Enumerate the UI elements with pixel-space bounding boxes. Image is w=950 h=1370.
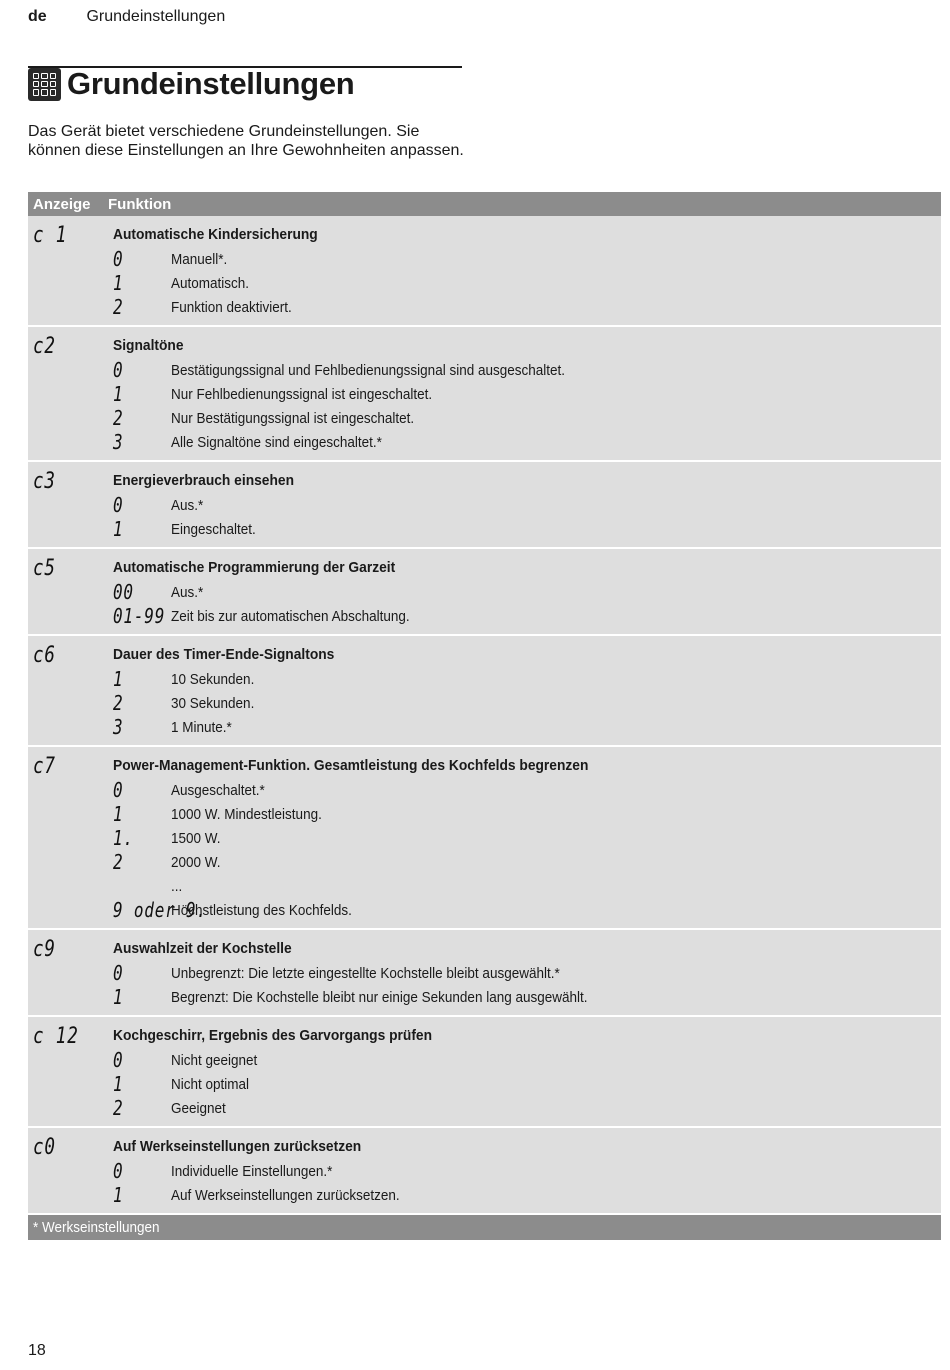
option-value: 0	[113, 961, 124, 985]
option-value: 1	[113, 382, 124, 406]
option-value: 00	[113, 580, 134, 604]
option-row	[113, 517, 941, 541]
option-text: Zeit bis zur automatischen Abschaltung.	[171, 607, 410, 625]
table-row	[28, 928, 941, 1015]
option-row	[113, 1072, 941, 1096]
function-title: Auswahlzeit der Kochstelle	[113, 940, 292, 957]
option-value-cell	[113, 272, 171, 294]
option-row	[113, 406, 941, 430]
display-code-cell	[28, 1017, 113, 1126]
option-text: 1500 W.	[171, 829, 221, 847]
running-header: Grundeinstellungen	[86, 8, 226, 25]
display-code: c5	[33, 556, 56, 581]
option-text: Eingeschaltet.	[171, 520, 256, 538]
option-text: Ausgeschaltet.*	[171, 781, 265, 799]
option-row	[113, 898, 941, 922]
option-text: Nicht geeignet	[171, 1051, 258, 1069]
table-footnote	[28, 1213, 941, 1240]
option-text: 30 Sekunden.	[171, 694, 255, 712]
option-value-cell	[113, 431, 171, 453]
function-title: Auf Werkseinstellungen zurücksetzen	[113, 1138, 362, 1155]
option-value-cell	[113, 248, 171, 270]
function-cell	[113, 1128, 941, 1213]
display-code-cell	[28, 636, 113, 745]
option-text: Nur Bestätigungssignal ist eingeschaltet.	[171, 409, 415, 427]
option-text: 2000 W.	[171, 853, 221, 871]
page-title: Grundeinstellungen	[67, 66, 355, 101]
intro-text: Das Gerät bietet verschiedene Grundeinstellungen. Sie können diese Einstellungen an Ihre Gewohnheiten anpassen.	[28, 123, 464, 159]
option-value: 1	[113, 1072, 124, 1096]
settings-table	[28, 192, 941, 1240]
option-text: Aus.*	[171, 583, 204, 601]
function-cell	[113, 462, 941, 547]
option-value-cell	[113, 1097, 171, 1119]
table-row	[28, 325, 941, 460]
option-value-cell	[113, 1049, 171, 1071]
option-value: 3	[113, 430, 124, 454]
option-value-cell	[113, 359, 171, 381]
option-text: 1 Minute.*	[171, 718, 232, 736]
option-row	[113, 493, 941, 517]
option-row	[113, 247, 941, 271]
option-text: Geeignet	[171, 1099, 226, 1117]
option-value-cell	[113, 1184, 171, 1206]
option-value-cell	[113, 692, 171, 714]
option-value: 1.	[113, 826, 134, 850]
option-value-cell	[113, 1073, 171, 1095]
option-text: Höchstleistung des Kochfelds.	[171, 901, 352, 919]
display-code: c 12	[33, 1024, 79, 1049]
table-body	[28, 216, 941, 1213]
option-value: 2	[113, 406, 124, 430]
option-value: 3	[113, 715, 124, 739]
table-row	[28, 745, 941, 928]
option-value: 1	[113, 271, 124, 295]
table-row	[28, 460, 941, 547]
display-code-cell	[28, 462, 113, 547]
column-header-function: Funktion	[108, 195, 172, 213]
function-title: Signaltöne	[113, 337, 184, 354]
option-row	[113, 580, 941, 604]
option-row	[113, 850, 941, 874]
option-row	[113, 985, 941, 1009]
option-value-cell	[113, 518, 171, 540]
function-cell	[113, 1017, 941, 1126]
function-cell	[113, 930, 941, 1015]
option-row	[113, 778, 941, 802]
option-value-cell	[113, 851, 171, 873]
option-text: Aus.*	[171, 496, 204, 514]
option-value-cell	[113, 494, 171, 516]
option-text: Individuelle Einstellungen.*	[171, 1162, 333, 1180]
display-code-cell	[28, 549, 113, 634]
column-header-display: Anzeige	[33, 195, 91, 213]
settings-grid-icon	[28, 68, 61, 101]
option-row	[113, 961, 941, 985]
table-row	[28, 634, 941, 745]
option-value-cell	[113, 383, 171, 405]
display-code-cell	[28, 747, 113, 928]
function-title: Kochgeschirr, Ergebnis des Garvorgangs prüfen	[113, 1027, 433, 1044]
option-text: Auf Werkseinstellungen zurücksetzen.	[171, 1186, 400, 1204]
option-row	[113, 1159, 941, 1183]
function-cell	[113, 636, 941, 745]
function-cell	[113, 747, 941, 928]
table-row	[28, 547, 941, 634]
option-text: ...	[171, 877, 183, 895]
option-row	[113, 358, 941, 382]
option-value-cell	[113, 962, 171, 984]
table-header	[28, 192, 941, 216]
table-row	[28, 1126, 941, 1213]
display-code: c6	[33, 643, 56, 668]
option-text: Unbegrenzt: Die letzte eingestellte Kochstelle bleibt ausgewählt.*	[171, 964, 560, 982]
option-value: 0	[113, 1159, 124, 1183]
function-title: Energieverbrauch einsehen	[113, 472, 295, 489]
option-value: 0	[113, 778, 124, 802]
option-row	[113, 1096, 941, 1120]
option-value-cell	[113, 779, 171, 801]
option-text: 1000 W. Mindestleistung.	[171, 805, 322, 823]
function-title: Power-Management-Funktion. Gesamtleistung des Kochfelds begrenzen	[113, 757, 589, 774]
function-title: Dauer des Timer-Ende-Signaltons	[113, 646, 335, 663]
option-text: Nur Fehlbedienungssignal ist eingeschaltet.	[171, 385, 433, 403]
option-value-cell	[113, 716, 171, 738]
display-code-cell	[28, 216, 113, 325]
display-code-cell	[28, 327, 113, 460]
page-number: 18	[28, 1342, 46, 1359]
option-text: Automatisch.	[171, 274, 250, 292]
table-row	[28, 216, 941, 325]
option-value-cell	[113, 803, 171, 825]
display-code: c7	[33, 754, 56, 779]
option-row	[113, 1183, 941, 1207]
function-title: Automatische Programmierung der Garzeit	[113, 559, 396, 576]
page-header	[28, 8, 225, 26]
page-title-block	[28, 66, 354, 102]
option-value-cell	[113, 296, 171, 318]
option-value-cell	[113, 827, 171, 849]
option-row	[113, 430, 941, 454]
option-text: Funktion deaktiviert.	[171, 298, 292, 316]
option-value: 1	[113, 667, 124, 691]
option-row	[113, 382, 941, 406]
option-value: 9 oder 9.	[113, 898, 207, 922]
function-title: Automatische Kindersicherung	[113, 226, 318, 243]
option-value: 2	[113, 1096, 124, 1120]
option-row	[113, 604, 941, 628]
function-cell	[113, 549, 941, 634]
option-value-cell	[113, 605, 171, 627]
option-text: Begrenzt: Die Kochstelle bleibt nur einige Sekunden lang ausgewählt.	[171, 988, 588, 1006]
option-value-cell	[113, 898, 207, 922]
option-text: Bestätigungssignal und Fehlbedienungssignal sind ausgeschaltet.	[171, 361, 566, 379]
option-value-cell	[113, 878, 171, 895]
display-code-cell	[28, 930, 113, 1015]
option-value-cell	[113, 581, 171, 603]
option-row	[113, 667, 941, 691]
option-row	[113, 826, 941, 850]
option-value: 1	[113, 517, 124, 541]
option-row	[113, 1048, 941, 1072]
option-row	[113, 802, 941, 826]
option-value: 0	[113, 493, 124, 517]
option-value: 2	[113, 295, 124, 319]
option-text: Alle Signaltöne sind eingeschaltet.*	[171, 433, 382, 451]
option-text: Nicht optimal	[171, 1075, 250, 1093]
option-value: 2	[113, 850, 124, 874]
option-row	[113, 691, 941, 715]
display-code: c0	[33, 1135, 56, 1160]
option-value: 0	[113, 1048, 124, 1072]
display-code: c 1	[33, 223, 68, 248]
option-row	[113, 271, 941, 295]
option-value-cell	[113, 668, 171, 690]
option-value: 0	[113, 247, 124, 271]
display-code: c9	[33, 937, 56, 962]
display-code: c2	[33, 334, 56, 359]
option-value: 01-99	[113, 604, 166, 628]
option-row	[113, 874, 941, 898]
option-value: 0	[113, 358, 124, 382]
option-row	[113, 295, 941, 319]
display-code-cell	[28, 1128, 113, 1213]
option-value: 1	[113, 985, 124, 1009]
function-cell	[113, 216, 941, 325]
option-value-cell	[113, 407, 171, 429]
display-code: c3	[33, 469, 56, 494]
option-value-cell	[113, 986, 171, 1008]
option-value: 2	[113, 691, 124, 715]
option-value: 1	[113, 1183, 124, 1207]
option-value-cell	[113, 1160, 171, 1182]
option-value: 1	[113, 802, 124, 826]
footnote-text: * Werkseinstellungen	[33, 1219, 160, 1236]
option-text: Manuell*.	[171, 250, 228, 268]
table-row	[28, 1015, 941, 1126]
option-row	[113, 715, 941, 739]
function-cell	[113, 327, 941, 460]
language-code: de	[28, 8, 47, 25]
option-text: 10 Sekunden.	[171, 670, 255, 688]
